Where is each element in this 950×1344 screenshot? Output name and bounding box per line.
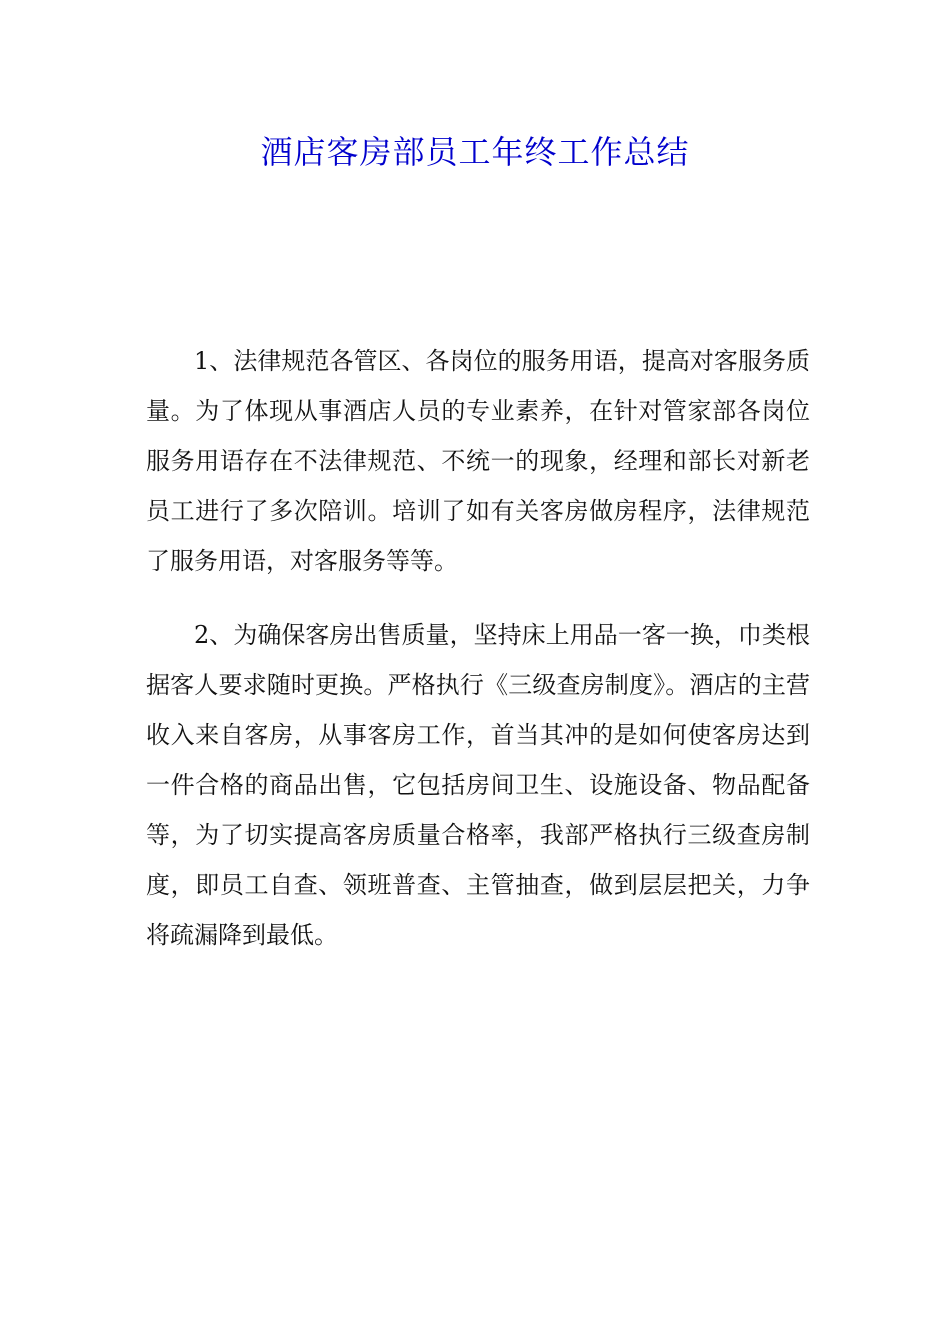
document-title: 酒店客房部员工年终工作总结 (260, 133, 690, 171)
document-body (146, 336, 810, 960)
paragraph-2: 2、为确保客房出售质量，坚持床上用品一客一换，巾类根据客人要求随时更换。严格执行《三级查房制度》。酒店的主营收入来自客房，从事客房工作，首当其冲的是如何使客房达到一件合格的商品出售，它包括房间卫生、设施设备、物品配备等，为了切实提高客房质量合格率，我部严格执行三级查房制度，即员工自查、领班普查、主管抽查，做到层层把关，力争将疏漏降到最低。 (146, 621, 810, 949)
paragraph-1: 1、法律规范各管区、各岗位的服务用语，提高对客服务质量。为了体现从事酒店人员的专业素养，在针对管家部各岗位服务用语存在不法律规范、不统一的现象，经理和部长对新老员工进行了多次陪训。培训了如有关客房做房程序，法律规范了服务用语，对客服务等等。 (146, 347, 810, 575)
